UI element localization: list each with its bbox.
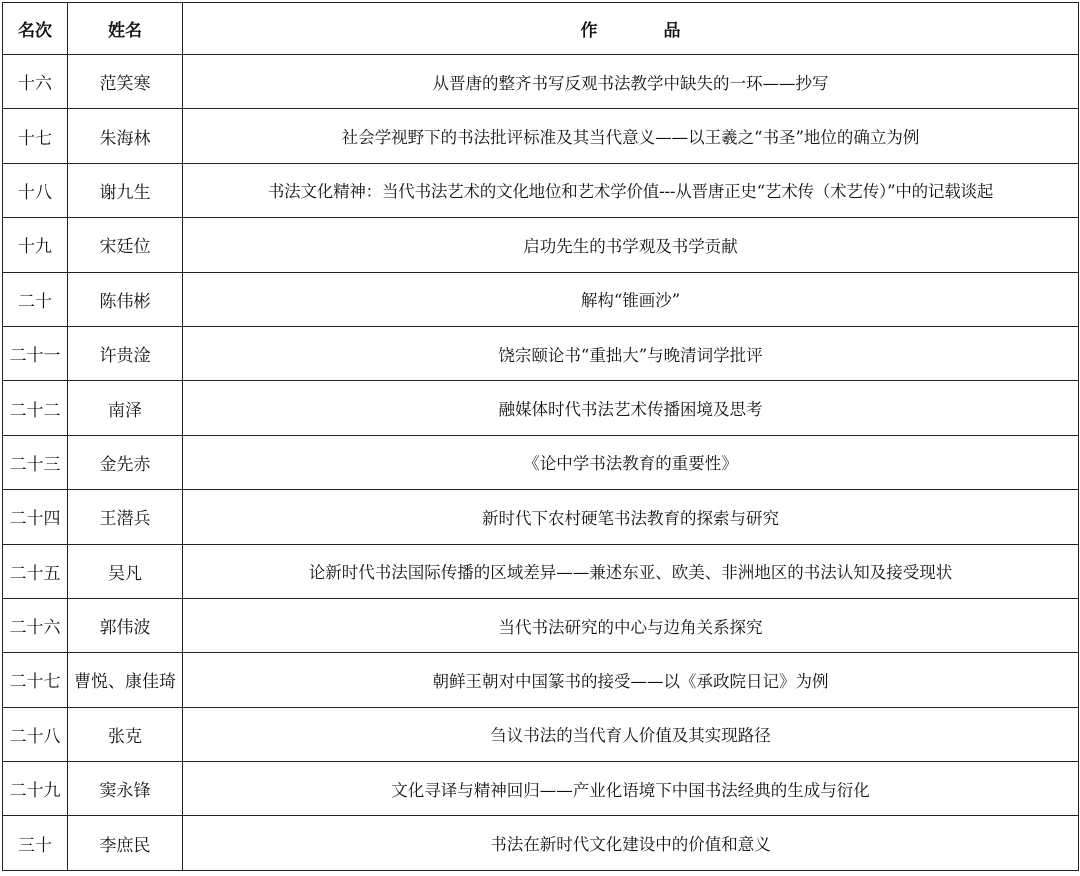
table-row <box>3 762 1079 816</box>
name-cell: 曹悦、康佳琦 <box>68 653 183 707</box>
work-cell: 从晋唐的整齐书写反观书法教学中缺失的一环——抄写 <box>183 55 1079 109</box>
work-cell: 当代书法研究的中心与边角关系探究 <box>183 598 1079 652</box>
work-cell: 朝鲜王朝对中国篆书的接受——以《承政院日记》为例 <box>183 653 1079 707</box>
work-cell: 解构“锥画沙” <box>183 272 1079 326</box>
table-row <box>3 435 1079 489</box>
results-table-container <box>2 2 1078 871</box>
results-table <box>2 2 1079 871</box>
work-cell: 书法在新时代文化建设中的价值和意义 <box>183 816 1079 870</box>
table-row <box>3 381 1079 435</box>
name-cell: 郭伟波 <box>68 598 183 652</box>
table-row <box>3 544 1079 598</box>
header-name: 姓名 <box>68 3 183 55</box>
rank-cell: 二十四 <box>3 490 68 544</box>
rank-cell: 十八 <box>3 163 68 217</box>
rank-cell: 二十 <box>3 272 68 326</box>
header-work-label: 作 品 <box>580 21 711 41</box>
name-cell: 金先赤 <box>68 435 183 489</box>
work-cell: 刍议书法的当代育人价值及其实现路径 <box>183 707 1079 761</box>
work-cell: 融媒体时代书法艺术传播困境及思考 <box>183 381 1079 435</box>
table-row <box>3 816 1079 870</box>
work-cell: 启功先生的书学观及书学贡献 <box>183 218 1079 272</box>
name-cell: 范笑寒 <box>68 55 183 109</box>
rank-cell: 二十八 <box>3 707 68 761</box>
rank-cell: 二十七 <box>3 653 68 707</box>
name-cell: 谢九生 <box>68 163 183 217</box>
table-row <box>3 163 1079 217</box>
work-cell: 饶宗颐论书“重拙大”与晚清词学批评 <box>183 326 1079 380</box>
name-cell: 李庶民 <box>68 816 183 870</box>
table-row <box>3 55 1079 109</box>
header-rank: 名次 <box>3 3 68 55</box>
name-cell: 张克 <box>68 707 183 761</box>
rank-cell: 十六 <box>3 55 68 109</box>
rank-cell: 二十三 <box>3 435 68 489</box>
rank-cell: 二十九 <box>3 762 68 816</box>
name-cell: 窦永锋 <box>68 762 183 816</box>
rank-cell: 十七 <box>3 109 68 163</box>
work-cell: 文化寻译与精神回归——产业化语境下中国书法经典的生成与衍化 <box>183 762 1079 816</box>
name-cell: 朱海林 <box>68 109 183 163</box>
table-row <box>3 490 1079 544</box>
table-row <box>3 598 1079 652</box>
name-cell: 许贵淦 <box>68 326 183 380</box>
rank-cell: 二十一 <box>3 326 68 380</box>
rank-cell: 十九 <box>3 218 68 272</box>
work-cell: 《论中学书法教育的重要性》 <box>183 435 1079 489</box>
table-row <box>3 109 1079 163</box>
table-row <box>3 707 1079 761</box>
name-cell: 宋廷位 <box>68 218 183 272</box>
rank-cell: 二十二 <box>3 381 68 435</box>
name-cell: 陈伟彬 <box>68 272 183 326</box>
table-row <box>3 653 1079 707</box>
table-row <box>3 272 1079 326</box>
work-cell: 新时代下农村硬笔书法教育的探索与研究 <box>183 490 1079 544</box>
name-cell: 南泽 <box>68 381 183 435</box>
table-row <box>3 326 1079 380</box>
work-cell: 论新时代书法国际传播的区域差异——兼述东亚、欧美、非洲地区的书法认知及接受现状 <box>183 544 1079 598</box>
table-row <box>3 218 1079 272</box>
rank-cell: 二十五 <box>3 544 68 598</box>
work-cell: 书法文化精神：当代书法艺术的文化地位和艺术学价值---从晋唐正史“艺术传（术艺传）”中的记载谈起 <box>183 163 1079 217</box>
header-work <box>183 3 1079 55</box>
table-header-row <box>3 3 1079 55</box>
work-cell: 社会学视野下的书法批评标准及其当代意义——以王羲之“书圣”地位的确立为例 <box>183 109 1079 163</box>
name-cell: 吴凡 <box>68 544 183 598</box>
rank-cell: 二十六 <box>3 598 68 652</box>
name-cell: 王潜兵 <box>68 490 183 544</box>
rank-cell: 三十 <box>3 816 68 870</box>
